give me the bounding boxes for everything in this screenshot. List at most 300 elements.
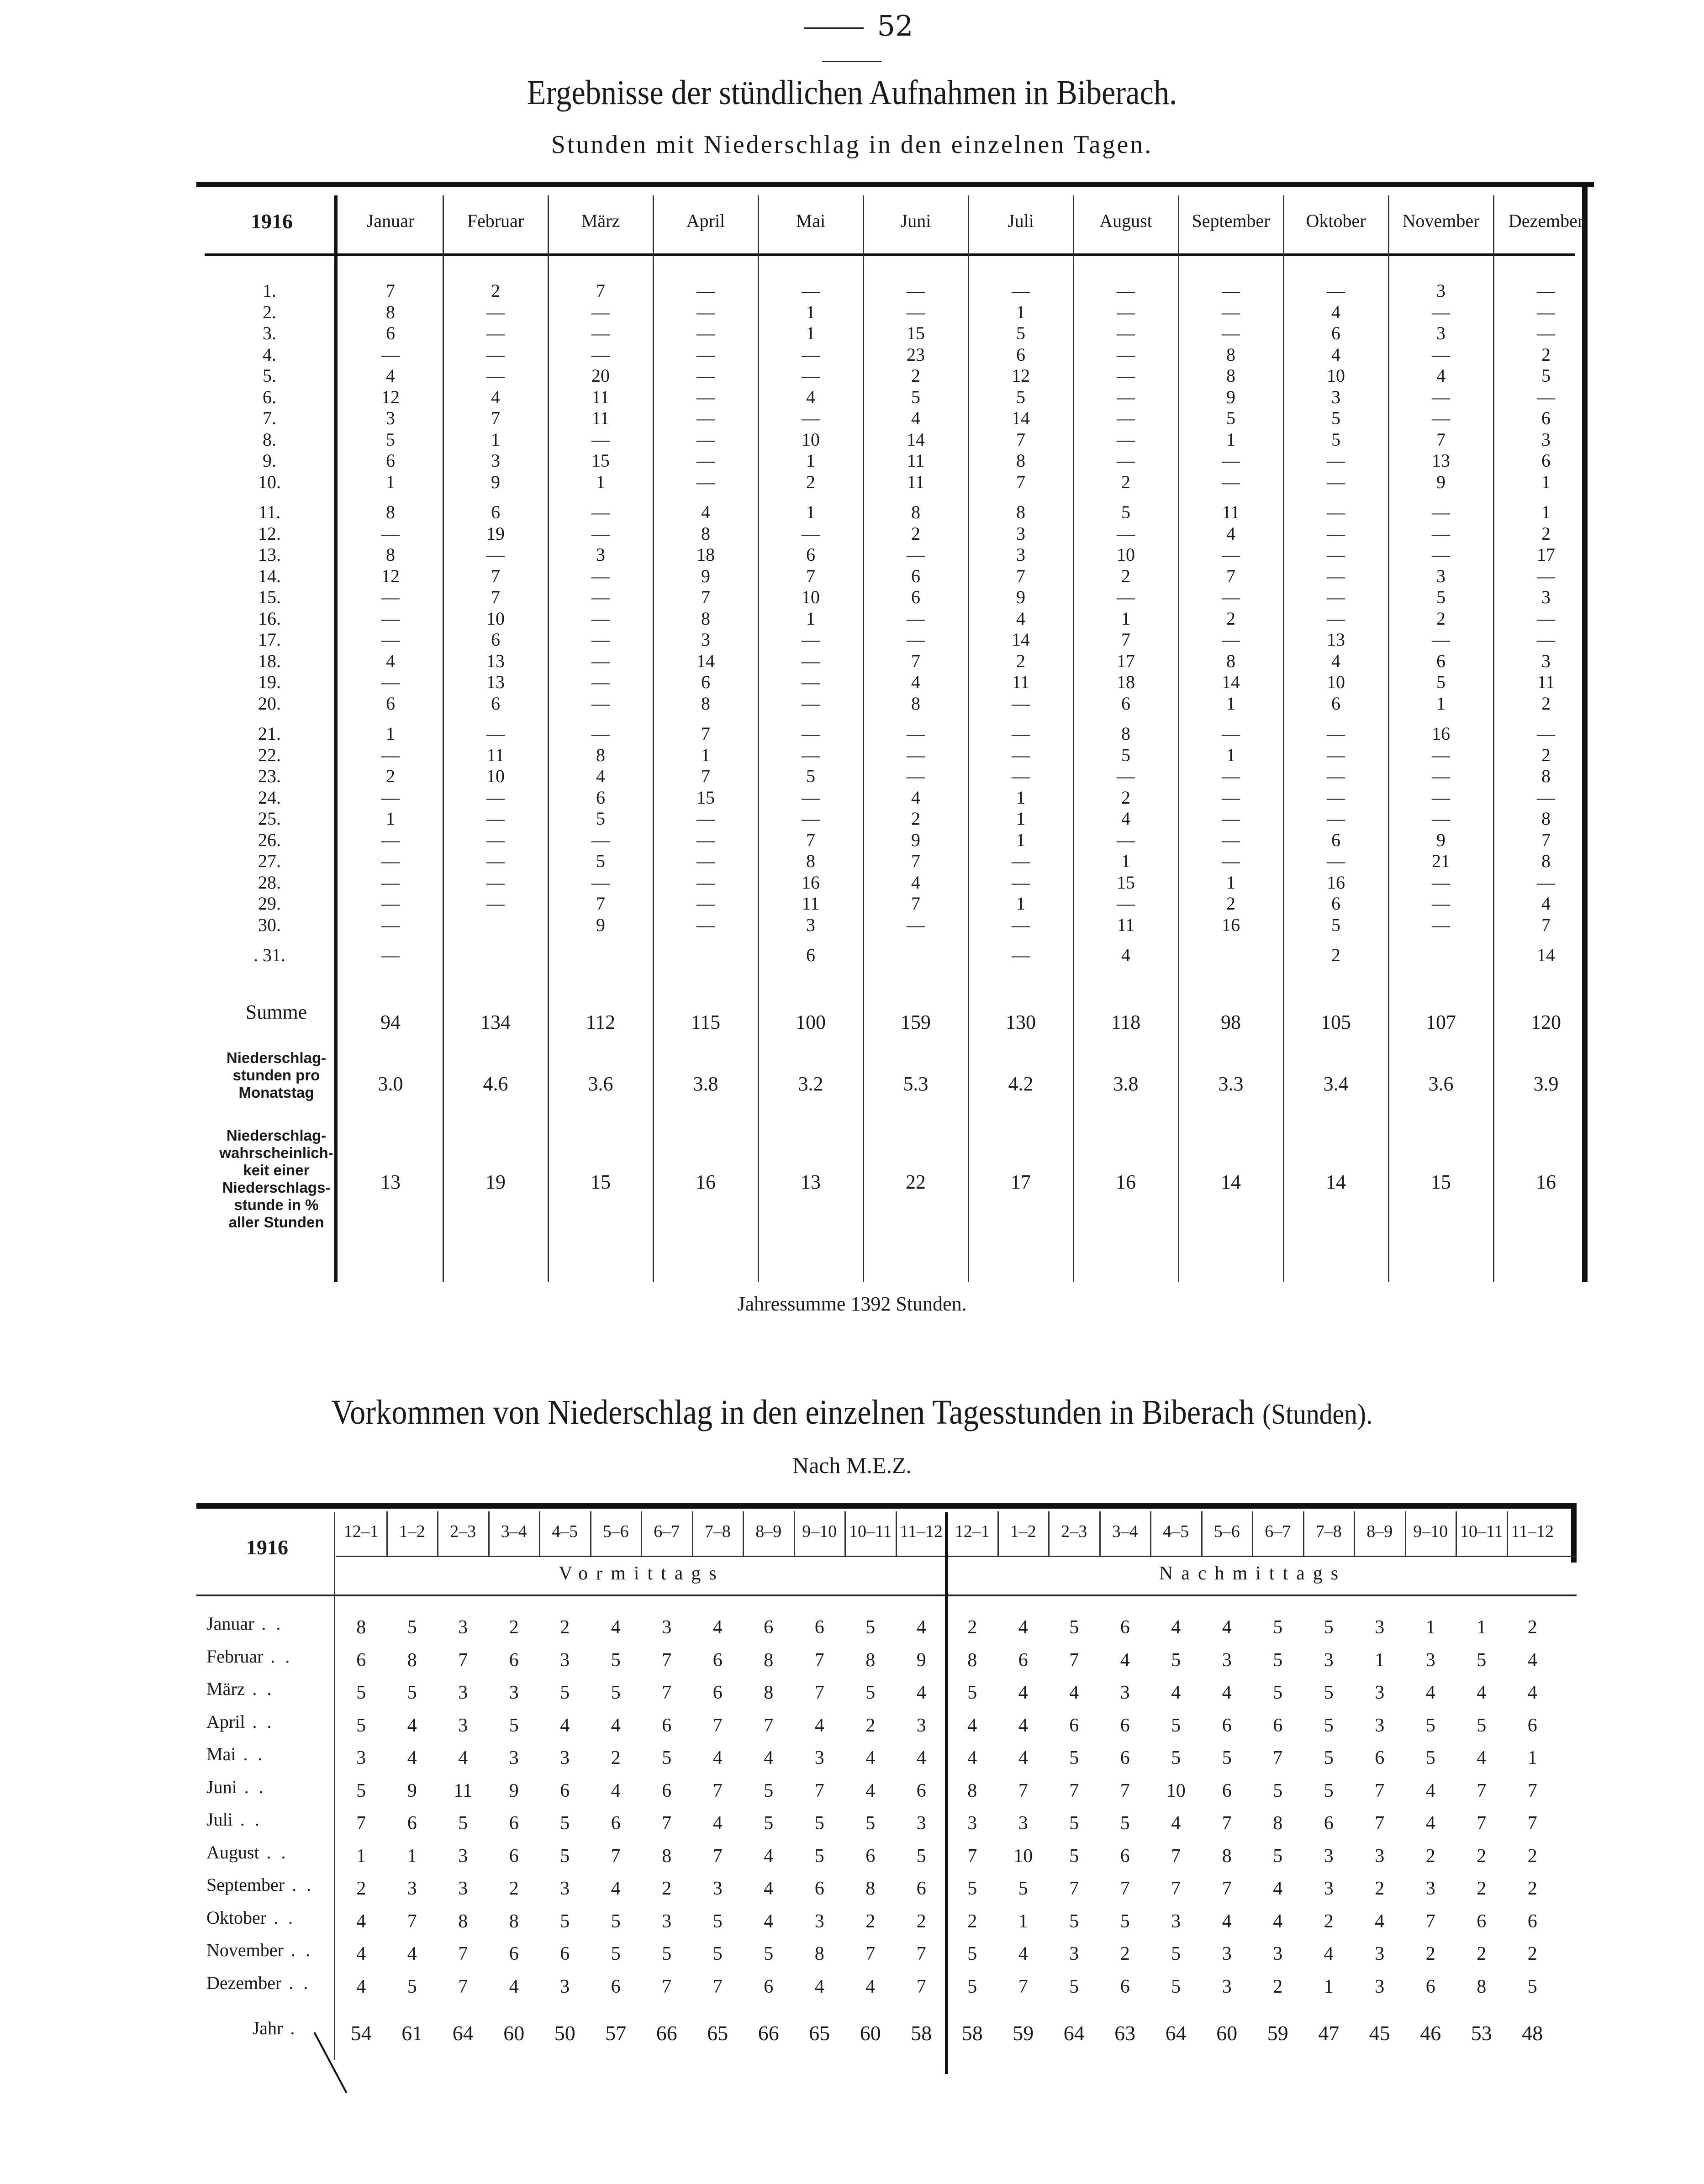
day-value: — — [591, 608, 610, 629]
day-value: 2 — [1541, 744, 1551, 765]
day-value: — — [1432, 629, 1450, 650]
hour-value: 8 — [458, 1910, 468, 1932]
day-value: — — [591, 829, 610, 850]
nachmittags-label: Nachmittags — [1159, 1563, 1347, 1584]
hour-value: 4 — [509, 1976, 519, 1997]
probability-value: 14 — [1326, 1171, 1346, 1193]
day-value: 4 — [1331, 301, 1340, 322]
day-value: 1 — [1541, 502, 1551, 522]
day-value: 5 — [386, 429, 395, 450]
day-value: 3 — [1331, 386, 1340, 407]
day-value: 10 — [486, 608, 505, 629]
hour-header: 5–6 — [602, 1522, 629, 1541]
hour-value: 4 — [611, 1715, 621, 1736]
month-label — [206, 1874, 343, 1895]
hour-value: 5 — [1171, 1943, 1181, 1964]
day-value: — — [1537, 280, 1555, 301]
hour-value: 7 — [611, 1845, 621, 1867]
month-header: März — [581, 211, 620, 231]
day-value: 18 — [1117, 672, 1135, 692]
day-value: 14 — [1012, 629, 1030, 650]
day-value: 5 — [1121, 502, 1130, 522]
hour-value: 6 — [509, 1813, 519, 1834]
hour-value: 5 — [1273, 1780, 1283, 1801]
day-value: — — [802, 723, 820, 744]
day-label: 8. — [263, 429, 276, 450]
hour-value: 4 — [407, 1943, 417, 1964]
leader-dots: . . — [232, 1809, 262, 1830]
day-value: — — [696, 386, 715, 407]
month-label-text: Dezember — [206, 1972, 282, 1993]
hour-value: 3 — [1222, 1976, 1232, 1997]
hour-value: 7 — [1069, 1878, 1079, 1899]
precip-table-title: Ergebnisse der stündlichen Aufnahmen in Biberach. — [527, 74, 1177, 112]
day-value: 3 — [701, 629, 710, 650]
day-value: 3 — [1016, 523, 1025, 544]
month-label — [206, 1678, 343, 1700]
hour-value: 3 — [356, 1747, 366, 1768]
hour-value: 4 — [1171, 1813, 1181, 1834]
day-value: — — [1222, 280, 1240, 301]
per-day-value: 3.6 — [588, 1073, 613, 1095]
hour-value: 7 — [712, 1715, 723, 1736]
hour-value: 5 — [611, 1910, 621, 1932]
day-value: — — [381, 744, 400, 765]
day-value: 8 — [911, 502, 920, 522]
hour-value: 3 — [1375, 1943, 1385, 1964]
month-label-text: Oktober — [206, 1907, 267, 1928]
hour-header: 2–3 — [450, 1522, 476, 1541]
hour-value: 6 — [1375, 1747, 1385, 1768]
leader-dots: . — [283, 2018, 298, 2038]
hour-value: 4 — [1425, 1682, 1435, 1703]
total-value: 46 — [1420, 2021, 1441, 2045]
hour-value: 4 — [764, 1845, 774, 1867]
day-value: 4 — [1541, 893, 1551, 914]
day-value: — — [1432, 872, 1450, 893]
day-value: 11 — [591, 408, 610, 428]
day-value: 7 — [1226, 565, 1235, 586]
hour-value: 2 — [1425, 1943, 1435, 1964]
day-value: 8 — [386, 301, 395, 322]
day-value: 13 — [1432, 450, 1450, 471]
hour-value: 5 — [1273, 1682, 1283, 1703]
day-value: — — [1117, 450, 1135, 471]
day-value: 12 — [381, 386, 400, 407]
hour-value: 6 — [1222, 1715, 1232, 1736]
hour-value: 7 — [814, 1682, 824, 1703]
day-value: — — [907, 723, 925, 744]
day-value: 6 — [386, 323, 395, 343]
day-label: 9. — [263, 450, 276, 471]
day-value: 10 — [1327, 365, 1345, 386]
month-header: April — [686, 211, 725, 231]
hour-value: 2 — [967, 1910, 977, 1932]
day-value: — — [1537, 629, 1555, 650]
day-value: — — [802, 744, 820, 765]
leader-dots: . . — [263, 1646, 293, 1667]
hour-value: 7 — [865, 1943, 876, 1964]
hour-value: 4 — [916, 1747, 926, 1768]
per-day-label-line: stunden pro — [232, 1067, 320, 1084]
day-value: 4 — [911, 672, 920, 692]
hour-value: 8 — [967, 1649, 977, 1671]
hour-value: 5 — [1324, 1780, 1334, 1801]
day-value: — — [1327, 544, 1345, 565]
leader-dots: . . — [283, 1940, 313, 1960]
hour-value: 5 — [1171, 1976, 1181, 1997]
hour-value: 3 — [1171, 1910, 1181, 1932]
probability-label-line: aller Stunden — [228, 1214, 324, 1231]
hour-value: 4 — [865, 1976, 876, 1997]
month-label — [206, 1776, 343, 1798]
day-value: 5 — [1436, 672, 1445, 692]
day-value: 7 — [1541, 914, 1551, 935]
day-value: 8 — [1541, 851, 1551, 871]
day-value: — — [381, 344, 400, 365]
day-label: 30. — [258, 914, 281, 935]
total-value: 58 — [911, 2021, 932, 2045]
month-label-text: Mai — [206, 1744, 236, 1764]
month-label-text: Februar — [206, 1646, 264, 1667]
day-value: — — [696, 408, 715, 428]
day-value: 7 — [911, 893, 920, 914]
hour-value: 5 — [1477, 1715, 1487, 1736]
day-value: — — [802, 280, 820, 301]
day-value: 1 — [1016, 893, 1025, 914]
table-top-rule — [196, 182, 1594, 187]
day-value: — — [696, 829, 715, 850]
day-value: — — [1222, 808, 1240, 829]
hour-value: 7 — [1273, 1747, 1283, 1768]
month-header: Februar — [467, 211, 524, 231]
day-value: — — [1432, 301, 1450, 322]
total-value: 54 — [350, 2021, 372, 2045]
hour-value: 4 — [1425, 1813, 1435, 1834]
day-value: 8 — [701, 693, 710, 714]
hour-value: 3 — [458, 1617, 468, 1638]
total-value: 47 — [1318, 2021, 1340, 2045]
hour-value: 5 — [1069, 1813, 1079, 1834]
day-value: 6 — [911, 565, 920, 586]
hour-value: 6 — [1477, 1910, 1487, 1932]
hour-value: 7 — [1222, 1878, 1232, 1899]
day-value: — — [1327, 471, 1345, 492]
probability-value: 22 — [906, 1171, 926, 1193]
hour-value: 3 — [1069, 1943, 1079, 1964]
hour-value: 4 — [712, 1617, 723, 1638]
hour-value: 4 — [916, 1617, 926, 1638]
month-label — [206, 1809, 343, 1830]
hour-value: 5 — [1069, 1845, 1079, 1867]
hour-value: 5 — [1273, 1845, 1283, 1867]
summe-value: 115 — [691, 1011, 721, 1033]
day-value: — — [696, 344, 715, 365]
hour-value: 3 — [814, 1910, 824, 1932]
page-number-text: 52 — [877, 9, 913, 42]
day-value: — — [1432, 523, 1450, 544]
day-value: — — [1327, 523, 1345, 544]
hour-value: 5 — [1222, 1747, 1232, 1768]
day-label: 13. — [258, 544, 281, 565]
day-value: 7 — [386, 280, 395, 301]
day-value: — — [591, 502, 610, 522]
month-header: November — [1402, 211, 1480, 231]
per-day-value: 3.0 — [378, 1073, 403, 1095]
hour-value: 7 — [712, 1845, 723, 1867]
hour-value: 5 — [407, 1617, 417, 1638]
per-day-value: 3.8 — [1113, 1073, 1139, 1095]
hour-header: 6–7 — [1265, 1522, 1291, 1541]
hour-value: 7 — [967, 1845, 977, 1867]
hour-value: 4 — [814, 1715, 824, 1736]
summe-value: 120 — [1531, 1011, 1561, 1033]
month-label — [206, 1907, 343, 1928]
total-value: 64 — [1165, 2021, 1187, 2045]
hour-value: 3 — [509, 1747, 519, 1768]
hour-value: 2 — [356, 1878, 366, 1899]
hour-value: 6 — [509, 1649, 519, 1671]
hour-value: 7 — [1171, 1878, 1181, 1899]
hour-value: 3 — [662, 1910, 672, 1932]
day-value: 2 — [1226, 608, 1235, 629]
day-value: — — [696, 872, 715, 893]
day-value: 4 — [911, 408, 920, 428]
day-value: — — [381, 672, 400, 692]
day-value: 3 — [1541, 650, 1551, 671]
hour-value: 6 — [814, 1878, 824, 1899]
hour-value: 4 — [967, 1747, 977, 1768]
day-value: 5 — [911, 386, 920, 407]
day-value: 3 — [1436, 323, 1445, 343]
day-value: 14 — [1537, 945, 1555, 965]
hour-value: 6 — [1120, 1715, 1130, 1736]
total-value: 60 — [860, 2021, 881, 2045]
day-value: 2 — [1121, 787, 1130, 808]
day-value: 5 — [596, 851, 605, 871]
day-value: — — [1222, 851, 1240, 871]
day-value: 7 — [701, 587, 710, 607]
hour-value: 8 — [764, 1682, 774, 1703]
day-value: 1 — [1016, 301, 1025, 322]
hour-value: 3 — [458, 1682, 468, 1703]
hour-value: 4 — [916, 1682, 926, 1703]
hour-header: 1–2 — [399, 1522, 425, 1541]
hour-header: 7–8 — [1315, 1522, 1342, 1541]
hour-value: 5 — [662, 1747, 672, 1768]
hour-header: 4–5 — [1163, 1522, 1189, 1541]
day-value: 18 — [696, 544, 715, 565]
hour-value: 5 — [356, 1682, 366, 1703]
hour-value: 4 — [1425, 1780, 1435, 1801]
day-value: 4 — [701, 502, 710, 522]
day-value: — — [696, 450, 715, 471]
hour-value: 7 — [764, 1715, 774, 1736]
day-label: 1. — [263, 280, 276, 301]
hour-value: 4 — [967, 1715, 977, 1736]
day-value: 20 — [591, 365, 610, 386]
day-value: 2 — [1226, 893, 1235, 914]
hour-value: 2 — [865, 1910, 876, 1932]
day-value: 4 — [491, 386, 500, 407]
day-value: 7 — [491, 565, 500, 586]
day-label: 16. — [258, 608, 281, 629]
table-header-rule — [196, 1595, 1577, 1596]
hour-header: 12–1 — [343, 1522, 379, 1541]
hour-value: 3 — [916, 1813, 926, 1834]
hour-value: 2 — [865, 1715, 876, 1736]
hour-value: 7 — [1120, 1780, 1130, 1801]
day-value: 1 — [386, 808, 395, 829]
day-value: 7 — [491, 408, 500, 428]
hour-value: 2 — [1527, 1617, 1537, 1638]
month-header: September — [1192, 211, 1270, 231]
hour-value: 3 — [560, 1747, 570, 1768]
per-day-label-line: Monatstag — [238, 1084, 314, 1101]
probability-label-line: Niederschlags- — [222, 1179, 331, 1196]
hour-value: 7 — [916, 1943, 926, 1964]
day-value: 2 — [1541, 523, 1551, 544]
day-value: 13 — [486, 672, 505, 692]
hour-value: 2 — [509, 1878, 519, 1899]
day-label: 15. — [258, 587, 281, 607]
hour-value: 6 — [1018, 1649, 1028, 1671]
day-value: — — [802, 693, 820, 714]
hour-value: 8 — [407, 1649, 417, 1671]
day-value: 6 — [386, 693, 395, 714]
day-value: 7 — [1016, 471, 1025, 492]
hour-value: 5 — [1069, 1976, 1079, 1997]
day-value: 6 — [1331, 693, 1340, 714]
summe-value: 107 — [1426, 1011, 1456, 1033]
month-label-text: Juli — [206, 1809, 233, 1830]
day-value: — — [1222, 766, 1240, 786]
day-value: 3 — [1016, 544, 1025, 565]
probability-label-line: wahrscheinlich- — [219, 1144, 333, 1161]
day-value: 4 — [386, 650, 395, 671]
hour-value: 3 — [1375, 1845, 1385, 1867]
day-value: 7 — [806, 565, 815, 586]
hour-value: 5 — [764, 1813, 774, 1834]
day-value: — — [486, 808, 505, 829]
hour-value: 5 — [1324, 1715, 1334, 1736]
hour-value: 4 — [611, 1878, 621, 1899]
day-value: — — [907, 766, 925, 786]
probability-label-line: keit einer — [243, 1162, 310, 1179]
day-value: 2 — [386, 766, 395, 786]
day-value: — — [1222, 829, 1240, 850]
day-label: 24. — [258, 787, 281, 808]
hour-value: 2 — [916, 1910, 926, 1932]
day-value: 15 — [907, 323, 925, 343]
day-value: 1 — [386, 723, 395, 744]
table-column-rule — [334, 195, 338, 1282]
day-value: 14 — [696, 650, 715, 671]
day-value: — — [591, 301, 610, 322]
day-value: — — [696, 471, 715, 492]
day-value: 4 — [1121, 945, 1130, 965]
month-label-text: September — [206, 1874, 285, 1895]
hour-value: 5 — [1018, 1878, 1028, 1899]
hour-value: 3 — [1425, 1878, 1435, 1899]
day-value: — — [907, 280, 925, 301]
day-value: 8 — [701, 608, 710, 629]
hour-value: 6 — [1273, 1715, 1283, 1736]
summe-value: 94 — [380, 1011, 401, 1033]
total-value: 64 — [1063, 2021, 1085, 2045]
day-value: 2 — [1541, 344, 1551, 365]
day-value: 8 — [911, 693, 920, 714]
day-value: 3 — [1436, 280, 1445, 301]
day-value: 10 — [1117, 544, 1135, 565]
day-value: 11 — [1222, 502, 1240, 522]
hour-value: 4 — [1273, 1878, 1283, 1899]
hour-value: 4 — [1527, 1649, 1537, 1671]
hour-value: 7 — [1527, 1780, 1537, 1801]
day-value: 1 — [1541, 471, 1551, 492]
day-value: — — [381, 893, 400, 914]
day-value: 16 — [1327, 872, 1345, 893]
day-value: 3 — [806, 914, 815, 935]
day-value: 8 — [1541, 766, 1551, 786]
day-value: 11 — [1537, 672, 1555, 692]
month-label-text: Jahr — [252, 2018, 283, 2038]
hour-value: 5 — [967, 1943, 977, 1964]
total-value: 66 — [656, 2021, 677, 2045]
hour-value: 5 — [356, 1715, 366, 1736]
hour-value: 3 — [458, 1878, 468, 1899]
probability-value: 16 — [696, 1171, 716, 1193]
hour-value: 4 — [1018, 1617, 1028, 1638]
day-value: 9 — [1436, 471, 1445, 492]
probability-label-line: stunde in % — [234, 1196, 319, 1213]
day-value: — — [486, 787, 505, 808]
month-label — [206, 1613, 343, 1634]
day-value: — — [802, 365, 820, 386]
total-value: 53 — [1471, 2021, 1492, 2045]
day-value: 16 — [1432, 723, 1450, 744]
day-value: — — [802, 672, 820, 692]
day-label: 23. — [258, 766, 281, 786]
hour-value: 4 — [764, 1878, 774, 1899]
hour-value: 3 — [1324, 1845, 1334, 1867]
hour-value: 8 — [1222, 1845, 1232, 1867]
day-label: 18. — [258, 650, 281, 671]
hour-value: 5 — [662, 1943, 672, 1964]
day-value: 6 — [1436, 650, 1445, 671]
per-day-value: 3.9 — [1533, 1073, 1559, 1095]
day-value: — — [696, 893, 715, 914]
day-value: 2 — [911, 808, 920, 829]
day-value: — — [1327, 787, 1345, 808]
probability-label — [206, 1127, 347, 1231]
day-value: 6 — [1331, 893, 1340, 914]
hour-value: 8 — [509, 1910, 519, 1932]
hour-header: 9–10 — [1413, 1522, 1448, 1541]
day-value: — — [1222, 323, 1240, 343]
day-value: — — [1012, 744, 1030, 765]
hour-value: 4 — [1120, 1649, 1130, 1671]
month-label-text: Januar — [206, 1613, 254, 1634]
day-value: — — [381, 829, 400, 850]
month-label — [206, 1646, 343, 1667]
day-label: 28. — [258, 872, 281, 893]
month-label — [206, 1711, 343, 1732]
day-value: 8 — [806, 851, 815, 871]
day-value: — — [1117, 280, 1135, 301]
day-value: — — [907, 301, 925, 322]
total-value: 66 — [758, 2021, 779, 2045]
